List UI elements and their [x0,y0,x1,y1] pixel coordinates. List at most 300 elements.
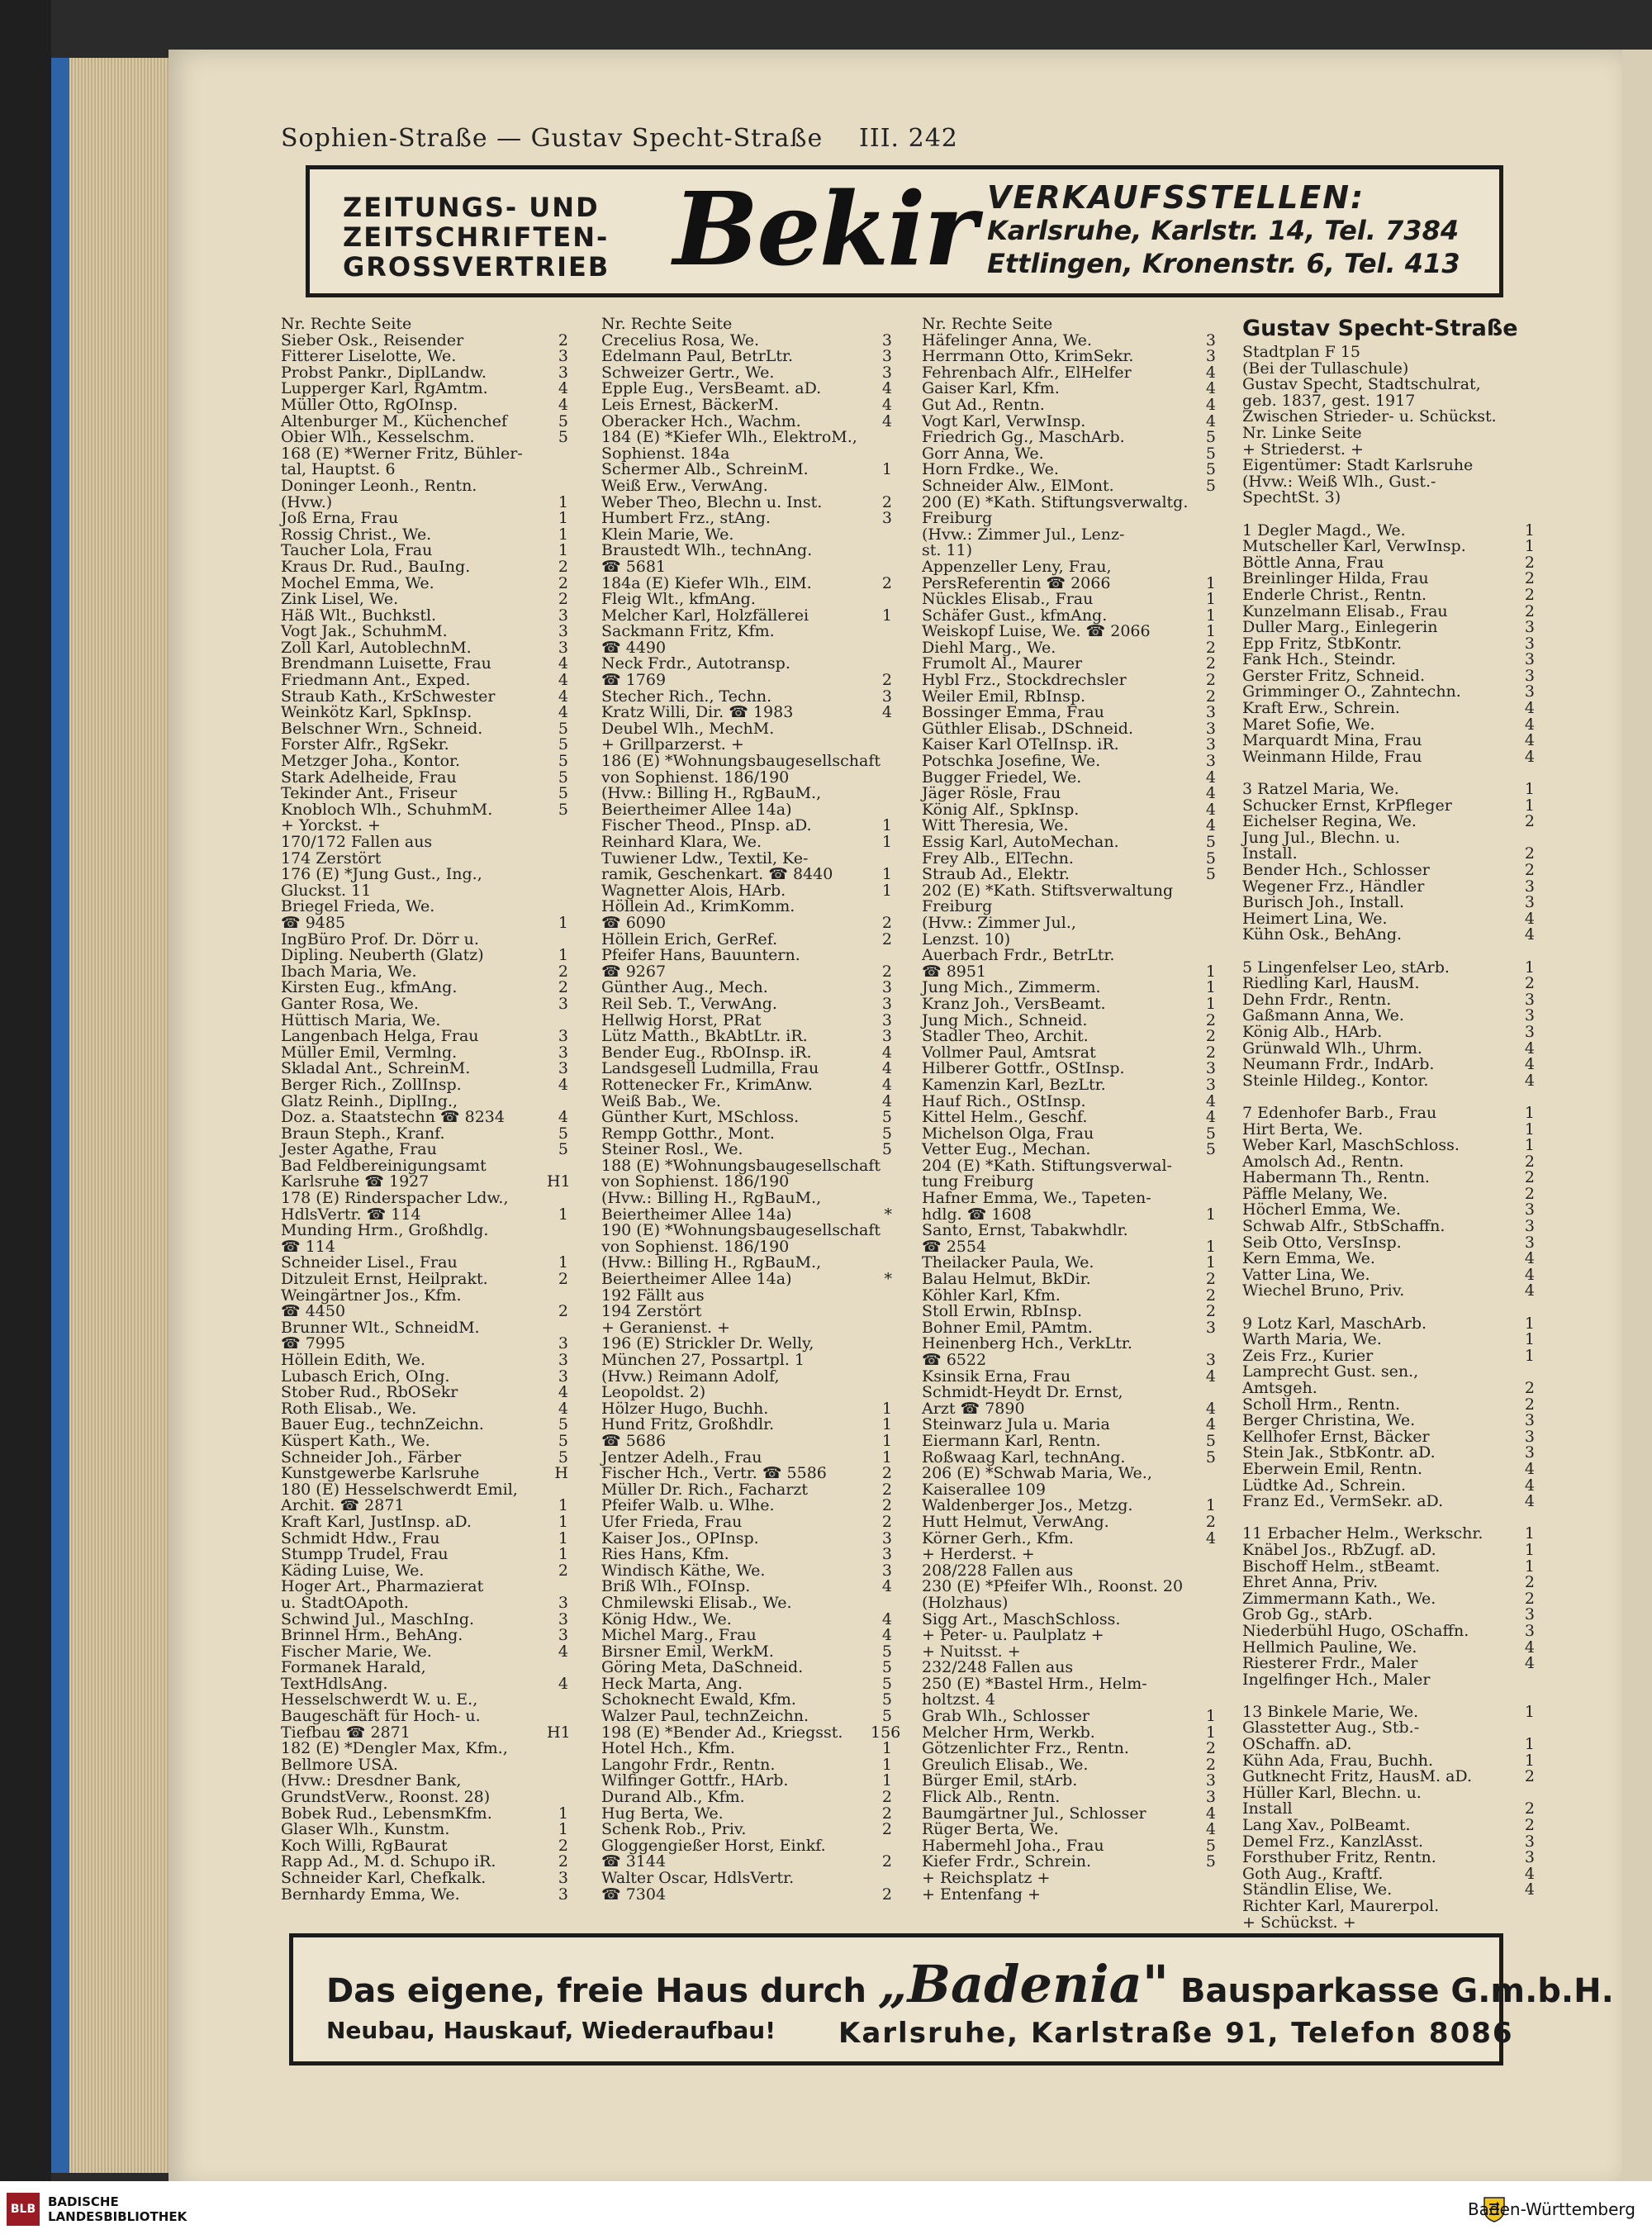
entry-text: ☎ 7304 [601,1885,667,1904]
directory-entry [922,915,1216,932]
directory-entry [601,624,892,640]
entry-floor: 1 [1524,780,1535,799]
advert-badenia-address: Karlsruhe, Karlstraße 91, Telefon 8086 [838,2017,1514,2050]
entry-text: Günther Kurt, MSchloss. [601,1108,800,1127]
directory-entry [1242,1688,1535,1704]
directory-entry [922,1142,1216,1158]
entry-floor: 2 [881,1512,892,1531]
entry-floor: 5 [1205,476,1216,495]
entry-floor: 3 [558,1059,568,1078]
entry-text: Eichelser Regina, We. [1242,812,1417,831]
entry-text: Richter Karl, Maurerpol. [1242,1897,1440,1915]
entry-floor: 5 [1205,1836,1216,1855]
entry-floor: 1 [1205,962,1216,981]
directory-entry [601,1272,892,1288]
entry-text: Santo, Ernst, Tabakwhdlr. [922,1221,1128,1240]
entry-floor: 1 [1205,573,1216,592]
entry-text: Käding Luise, We. [281,1561,425,1580]
entry-text: Weiß Bab., We. [601,1091,721,1110]
directory-entry [601,511,892,527]
directory-entry [601,1433,892,1450]
entry-text: 168 (E) *Werner Fritz, Bühler- [281,444,523,463]
entry-floor: 5 [558,1448,568,1467]
entry-floor: 2 [1524,1395,1535,1414]
entry-text: 188 (E) *Wohnungsbaugesellschaft [601,1156,881,1175]
directory-entry [1242,944,1535,960]
advert-line: VERKAUFSSTELLEN: [987,179,1365,216]
entry-floor: 3 [1524,618,1535,637]
entry-text: Hotel Hch., Kfm. [601,1739,735,1758]
entry-text: Eberwein Emil, Rentn. [1242,1459,1423,1478]
entry-text: Bischoff Helm., stBeamt. [1242,1557,1441,1576]
entry-text: Riesterer Frdr., Maler [1242,1654,1418,1673]
entry-floor: 3 [1524,1848,1535,1867]
directory-entry [601,1628,892,1644]
page-number: III. 242 [859,124,958,153]
entry-floor: 3 [1524,990,1535,1009]
directory-entry [1242,1850,1535,1866]
entry-text: + Yorckst. + [281,816,381,835]
directory-entry [922,834,1216,851]
entry-floor: 1 [558,1496,568,1515]
entry-text: Weber Theo, Blechn u. Inst. [601,492,823,511]
entry-floor: 3 [1205,1075,1216,1094]
entry-text: Knobloch Wlh., SchuhmM. [281,800,493,819]
directory-entry [922,1304,1216,1320]
entry-text: Melcher Karl, Holzfällerei [601,606,809,625]
entry-text: Hellmich Pauline, We. [1242,1638,1417,1657]
entry-text: 170/172 Fallen aus [281,833,433,851]
entry-text: Enderle Christ., Rentn. [1242,585,1427,604]
entry-floor: 2 [881,1480,892,1499]
entry-text: Berger Christina, We. [1242,1411,1416,1430]
directory-entry [1242,539,1535,555]
directory-entry [281,980,568,996]
entry-floor: 2 [881,1852,892,1871]
entry-text: IngBüro Prof. Dr. Dörr u. [281,929,479,948]
entry-floor: 1 [881,881,892,900]
entry-floor: 1 [1524,1702,1535,1721]
entry-text: Warth Maria, We. [1242,1330,1382,1349]
directory-entry [281,1223,568,1239]
entry-text: Straub Ad., Elektr. [922,865,1070,884]
entry-floor: 4 [881,1609,892,1628]
advert-text: Das eigene, freie Haus durch [326,1972,866,2010]
entry-text: HdlsVertr. ☎ 114 [281,1205,421,1224]
entry-floor: 2 [1524,1184,1535,1203]
entry-text: Wilfinger Gottfr., HArb. [601,1771,789,1790]
directory-entry [1242,458,1535,474]
entry-text: hdlg. ☎ 1608 [922,1205,1032,1224]
entry-floor: 4 [558,379,568,398]
entry-text: (Hvw.) [281,492,333,511]
entry-floor: 2 [881,492,892,511]
directory-entry [281,1709,568,1725]
entry-floor: 1 [1205,1253,1216,1272]
directory-entry [281,948,568,964]
entry-text: Belschner Wrn., Schneid. [281,719,483,738]
entry-floor: 1 [1524,958,1535,977]
library-footer [0,2181,1652,2239]
entry-text: Kaiser Jos., OPInsp. [601,1528,759,1547]
entry-floor: 4 [1524,1281,1535,1300]
directory-entry [922,1029,1216,1045]
entry-floor: 1 [1524,1120,1535,1139]
entry-text: Schneider Lisel., Frau [281,1253,458,1272]
entry-text: Marquardt Mina, Frau [1242,731,1422,750]
directory-entry [1242,1656,1535,1672]
entry-floor: 156 [871,1723,901,1742]
entry-floor: 1 [1205,1496,1216,1515]
entry-text: Koch Willi, RgBaurat [281,1836,448,1855]
directory-entry [281,316,568,333]
entry-text: ☎ 114 [281,1237,335,1256]
entry-text: Ries Hans, Kfm. [601,1545,729,1564]
entry-text: Mochel Emma, We. [281,573,434,592]
entry-floor: 5 [1205,1124,1216,1143]
entry-floor: 4 [1524,909,1535,928]
entry-text: Metzger Joha., Kontor. [281,752,461,771]
directory-entry [281,543,568,559]
entry-floor: 3 [558,1593,568,1612]
directory-entry [281,1061,568,1077]
entry-floor: 3 [558,1043,568,1062]
entry-text: Beiertheimer Allee 14a) [601,800,792,819]
directory-entry [601,1790,892,1806]
entry-floor: * [884,1270,892,1289]
entry-text: Köhler Karl, Kfm. [922,1286,1061,1305]
directory-entry [601,705,892,721]
entry-floor: * [884,1205,892,1224]
directory-entry [281,1514,568,1531]
directory-entry [1242,1915,1535,1932]
entry-text: Amolsch Ad., Rentn. [1242,1152,1404,1171]
directory-entry [922,1498,1216,1514]
entry-floor: 4 [1524,747,1535,766]
entry-text: Lütz Matth., BkAbtLtr. iR. [601,1027,808,1046]
entry-text: (Hvw.: Zimmer Jul., Lenz- [922,525,1125,544]
entry-text: Wiechel Bruno, Priv. [1242,1281,1405,1300]
entry-text: Friedmann Ant., Exped. [281,671,471,690]
directory-entry [601,1191,892,1207]
entry-text: 1 Degler Magd., We. [1242,521,1406,540]
directory-entry [1242,927,1535,944]
directory-entry [1242,1607,1535,1623]
entry-floor: 4 [1524,699,1535,718]
entry-text: + Nuitsst. + [922,1642,1021,1661]
entry-floor: 4 [558,1674,568,1693]
entry-text: Langohr Frdr., Rentn. [601,1755,776,1774]
entry-floor: 1 [1205,994,1216,1013]
entry-text: Vogt Karl, VerwInsp. [922,411,1086,430]
directory-column-4 [1242,316,1535,1931]
directory-entry [922,1466,1216,1482]
entry-text: 176 (E) *Jung Gust., Ing., [281,865,482,884]
entry-text: Ufer Frieda, Frau [601,1512,743,1531]
entry-text: Weiskopf Luise, We. ☎ 2066 [922,622,1151,641]
entry-text: Hilberer Gottfr., OStInsp. [922,1059,1125,1078]
entry-floor: 5 [881,1108,892,1127]
directory-entry [1242,895,1535,911]
entry-floor: 1 [558,525,568,544]
entry-text: Kiefer Frdr., Schrein. [922,1852,1092,1871]
entry-text: ☎ 8951 [922,962,987,981]
entry-text: Sigg Art., MaschSchloss. [922,1609,1121,1628]
directory-entry [922,1110,1216,1126]
entry-text: Braun Steph., Kranf. [281,1124,445,1143]
entry-floor: 5 [1205,1140,1216,1159]
entry-text: Doz. a. Staatstechn ☎ 8234 [281,1108,505,1127]
advert-bekir-addresses [987,181,1460,280]
entry-text: Crecelius Rosa, We. [601,330,760,349]
entry-floor: 5 [881,1124,892,1143]
entry-floor: 2 [1524,601,1535,620]
directory-entry [281,624,568,640]
directory-entry [281,1887,568,1904]
entry-text: + Geranienst. + [601,1318,730,1337]
entry-floor: 4 [1205,768,1216,787]
entry-text: u. StadtOApoth. [281,1593,409,1612]
directory-entry [1242,620,1535,636]
entry-floor: 5 [881,1690,892,1709]
directory-entry [281,915,568,932]
entry-floor: 5 [1205,1852,1216,1871]
entry-floor: 3 [881,509,892,528]
directory-entry [1242,701,1535,717]
entry-floor: 2 [1524,1379,1535,1397]
directory-entry [1242,1672,1535,1689]
directory-entry [1242,1413,1535,1429]
advert-badenia-logo: „Badenia" [877,1954,1170,2014]
entry-text: ☎ 2554 [922,1237,987,1256]
entry-text: ☎ 9267 [601,962,667,981]
entry-text: Schucker Ernst, KrPfleger [1242,796,1452,815]
entry-text: Baugeschäft für Hoch- u. [281,1707,481,1726]
entry-text: Riedling Karl, HausM. [1242,974,1420,993]
entry-floor: 1 [1524,1330,1535,1349]
entry-text: Ehret Anna, Priv. [1242,1573,1379,1592]
entry-floor: 2 [558,1852,568,1871]
entry-text: Zimmermann Kath., We. [1242,1589,1436,1608]
entry-floor: 3 [1205,1351,1216,1369]
street-heading: Gustav Specht-Straße [1242,316,1518,341]
entry-text: Formanek Harald, [281,1658,426,1677]
entry-text: Landsgesell Ludmilla, Frau [601,1059,819,1078]
entry-floor: 3 [558,347,568,366]
entry-text: Bossinger Emma, Frau [922,703,1104,722]
entry-floor: 4 [1205,784,1216,803]
entry-text: (Hvw.: Weiß Wlh., Gust.- [1242,472,1436,491]
entry-text: Chmilewski Elisab., We. [601,1593,792,1612]
entry-text: Weiler Emil, RbInsp. [922,687,1086,706]
entry-text: Zink Lisel, We. [281,590,399,609]
entry-floor: 4 [1524,1864,1535,1883]
advert-line: Ettlingen, Kronenstr. 6, Tel. 413 [987,248,1460,279]
entry-text: Roth Elisab., We. [281,1399,417,1418]
entry-text: Freiburg [922,897,993,916]
entry-floor: 4 [1524,1055,1535,1074]
entry-text: ☎ 6090 [601,913,667,932]
entry-floor: 3 [558,1885,568,1904]
page-edges [69,58,169,2173]
entry-text: Berger Rich., ZollInsp. [281,1075,462,1094]
entry-text: Rossig Christ., We. [281,525,432,544]
entry-text: Steiner Rosl., We. [601,1140,743,1159]
entry-floor: 3 [1524,1605,1535,1624]
entry-floor: 2 [881,1496,892,1515]
entry-text: Jung Mich., Zimmerm. [922,978,1101,997]
directory-entry [1242,571,1535,587]
directory-entry [1242,1381,1535,1397]
entry-text: Rempp Gotthr., Mont. [601,1124,775,1143]
entry-text: Eiermann Karl, Rentn. [922,1431,1101,1450]
entry-text: Kraft Karl, JustInsp. aD. [281,1512,472,1531]
entry-text: Gerster Fritz, Schneid. [1242,666,1425,685]
entry-floor: 5 [881,1642,892,1661]
directory-entry [922,1514,1216,1531]
entry-text: Weingärtner Jos., Kfm. [281,1286,462,1305]
entry-floor: 1 [558,1528,568,1547]
entry-text: Stoll Erwin, RbInsp. [922,1302,1083,1321]
entry-text: Briß Wlh., FOInsp. [601,1577,751,1596]
entry-text: ☎ 7995 [281,1334,346,1353]
entry-floor: 3 [558,1351,568,1369]
facing-page-edge [1622,50,1652,2189]
entry-text: Lupperger Karl, RgAmtm. [281,379,488,398]
directory-entry [281,1547,568,1563]
directory-entry [281,1741,568,1757]
entry-floor: 5 [1205,865,1216,884]
entry-text: Heck Marta, Ang. [601,1674,743,1693]
entry-text: Lubasch Erich, OIng. [281,1367,450,1386]
entry-text: Michel Marg., Frau [601,1626,757,1645]
entry-text: Essig Karl, AutoMechan. [922,833,1119,851]
entry-floor: 2 [558,557,568,576]
directory-entry [281,592,568,608]
directory-entry [922,673,1216,689]
entry-text: Götzenlichter Frz., Rentn. [922,1739,1129,1758]
entry-text: Grimminger O., Zahntechn. [1242,682,1461,701]
blb-logo: BLB [7,2193,40,2226]
directory-entry [922,430,1216,446]
directory-column-1 [281,315,571,1904]
entry-text: Böttle Anna, Frau [1242,553,1384,572]
entry-floor: 2 [881,1788,892,1807]
directory-entry [281,1595,568,1612]
directory-entry [281,1029,568,1045]
entry-text: 5 Lingenfelser Leo, stArb. [1242,958,1450,977]
entry-text: Stadler Theo, Archit. [922,1027,1089,1046]
directory-entry [922,1385,1216,1401]
directory-entry [281,478,568,495]
entry-floor: H1 [547,1723,571,1742]
entry-text: Bohner Emil, PAmtm. [922,1318,1093,1337]
entry-floor: 1 [881,1755,892,1774]
entry-text: Friedrich Gg., MaschArb. [922,428,1125,447]
entry-floor: 2 [1205,687,1216,706]
entry-text: Gorr Anna, We. [922,444,1044,463]
entry-floor: 2 [558,978,568,997]
directory-entry [1242,976,1535,992]
scan-edge [0,0,51,2181]
entry-floor: 4 [1205,1108,1216,1127]
entry-floor: 2 [1205,1755,1216,1774]
directory-entry [281,430,568,446]
entry-floor: 2 [1205,1027,1216,1046]
entry-text: Hug Berta, We. [601,1804,724,1823]
entry-text: Schweizer Gertr., We. [601,363,775,382]
entry-floor: 2 [881,913,892,932]
entry-floor: 1 [1205,978,1216,997]
entry-text: Reil Seb. T., VerwAng. [601,994,777,1013]
entry-floor: 1 [1524,1735,1535,1754]
directory-entry [601,980,892,996]
directory-entry [922,753,1216,770]
entry-text: ☎ 5686 [601,1431,667,1450]
entry-floor: 5 [1205,444,1216,463]
entry-text: Fischer Hch., Vertr. ☎ 5586 [601,1464,827,1483]
entry-text: Leopoldst. 2) [601,1383,706,1402]
entry-text: ramik, Geschenkart. ☎ 8440 [601,865,833,884]
directory-entry [922,705,1216,721]
entry-floor: 4 [1524,1638,1535,1657]
directory-entry [601,559,892,576]
entry-floor: 3 [1205,330,1216,349]
entry-text: + Reichsplatz + [922,1869,1051,1887]
entry-floor: H [554,1464,568,1483]
entry-floor: 4 [1524,1476,1535,1495]
entry-text: Weber Karl, MaschSchloss. [1242,1136,1460,1155]
entry-text: Lang Xav., PolBeamt. [1242,1816,1411,1835]
entry-text: Fleig Wlt., kfmAng. [601,590,756,609]
entry-text: Ständlin Elise, We. [1242,1880,1393,1899]
entry-floor: 5 [1205,833,1216,851]
advert-text: Neubau, Hauskauf, Wiederaufbau! [326,2017,776,2044]
entry-text: Kraft Erw., Schrein. [1242,699,1400,718]
entry-floor: 1 [558,1205,568,1224]
entry-floor: 1 [558,509,568,528]
directory-entry [1242,490,1535,506]
directory-entry [281,511,568,527]
entry-text: Rapp Ad., M. d. Schupo iR. [281,1852,496,1871]
entry-text: Schwind Jul., MaschIng. [281,1609,475,1628]
directory-entry [281,1466,568,1482]
entry-floor: 2 [558,1836,568,1855]
entry-text: Frey Alb., ElTechn. [922,849,1074,868]
entry-floor: 4 [1205,1820,1216,1839]
entry-text: Bauer Eug., technZeichn. [281,1415,484,1434]
entry-floor: 1 [881,606,892,625]
entry-text: 9 Lotz Karl, MaschArb. [1242,1314,1427,1333]
advert-bekir-logo: Bekir [673,169,976,288]
entry-text: Vollmer Paul, Amtsrat [922,1043,1096,1062]
entry-text: Höllein Edith, We. [281,1351,426,1369]
entry-text: Joß Erna, Frau [281,509,399,528]
directory-entry [1242,1105,1535,1122]
entry-floor: 3 [881,1561,892,1580]
directory-entry [922,624,1216,640]
entry-floor: 3 [881,1545,892,1564]
entry-floor: 2 [881,929,892,948]
directory-entry [281,1352,568,1369]
entry-floor: 1 [558,1820,568,1839]
entry-floor: 1 [1524,1346,1535,1365]
directory-entry [922,316,1216,333]
entry-floor: 3 [558,606,568,625]
entry-text: Vatter Lina, We. [1242,1265,1370,1284]
directory-entry [1242,749,1535,766]
entry-text: + Striederst. + [1242,440,1364,459]
